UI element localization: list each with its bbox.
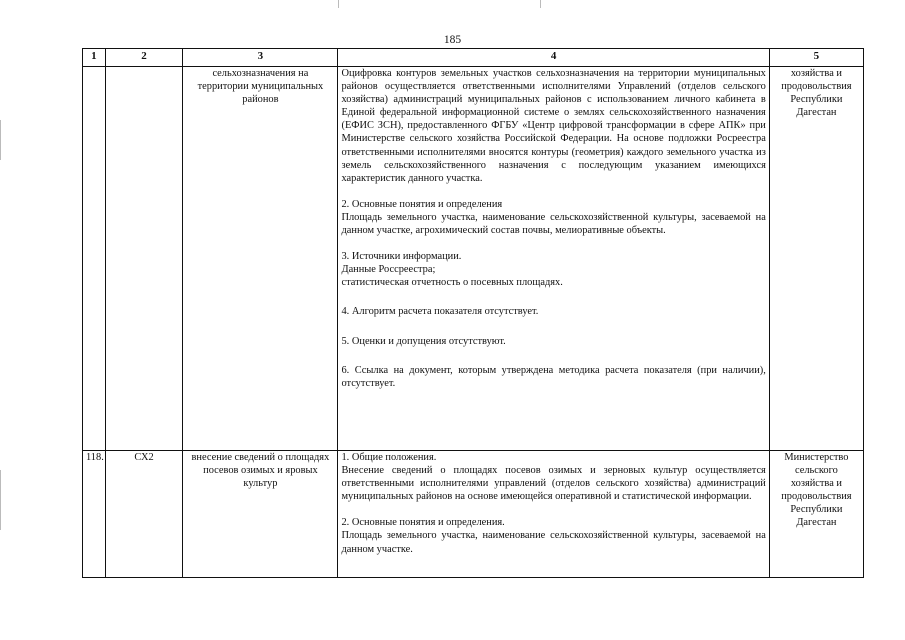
table-header-row xyxy=(83,49,864,67)
section-heading: 3. Источники информации. xyxy=(341,251,462,263)
table-row xyxy=(83,67,864,451)
description-paragraph: Внесение сведений о площадях посевов озимых и зерновых культур осуществляется ответственными исполнителями управлений (отделов сельского хозяйства) администраций муниципальных районов на основе имеющейся оперативной и статистической информации. xyxy=(341,465,766,503)
indicator-code xyxy=(105,67,183,451)
row-number xyxy=(83,67,106,451)
indicator-name: сельхозназначения на территории муниципальных районов xyxy=(183,67,338,451)
indicator-code: СХ2 xyxy=(105,451,183,578)
indicator-description xyxy=(338,451,769,578)
scan-edge-mark xyxy=(0,120,1,160)
section-heading: 5. Оценки и допущения отсутствуют. xyxy=(341,335,506,347)
column-header-3: 3 xyxy=(183,49,338,67)
row-number: 118. xyxy=(83,451,106,578)
responsible-body: хозяйства и продовольствия Республики Дагестан xyxy=(769,67,863,451)
description-paragraph: Площадь земельного участка, наименование сельскохозяйственной культуры, засеваемой на данном участке. xyxy=(341,530,766,555)
scan-edge-mark xyxy=(338,0,339,8)
description-paragraph: Данные Россреестра; xyxy=(341,264,436,276)
section-heading: 2. Основные понятия и определения. xyxy=(341,517,505,529)
description-paragraph: Площадь земельного участка, наименование сельскохозяйственной культуры, засеваемой на данном участке, агрохимический состав почвы, мелиоративные объекты. xyxy=(341,211,766,237)
column-header-2: 2 xyxy=(105,49,183,67)
scan-edge-mark xyxy=(0,470,1,530)
section-heading: 4. Алгоритм расчета показателя отсутствует. xyxy=(341,306,539,318)
scan-edge-mark xyxy=(540,0,541,8)
table-row xyxy=(83,451,864,578)
indicator-description xyxy=(338,67,769,451)
column-header-4: 4 xyxy=(338,49,769,67)
section-heading: 2. Основные понятия и определения xyxy=(341,198,503,210)
indicators-table xyxy=(82,48,864,578)
description-paragraph: Оцифровка контуров земельных участков сельхозназначения на территории муниципальных районов осуществляется ответственными исполнителями Управлений (отделов сельского хозяйства) администраций муниципальных районов с использованием личного кабинета в Единой федеральной информационной системе о землях сельскохозяйственного назначения (ЕФИС ЗСН), предоставленного ФГБУ «Центр цифровой трансформации в сфере АПК» при Министерстве сельского хозяйства Российской Федерации. На основе подложки Росреестра ответственными исполнителями вносятся контуры (геометрия) каждого земельного участка из земель сельскохозяйственного назначения с последующим указанием имеющихся характеристик данного участка. xyxy=(341,68,766,184)
column-header-5: 5 xyxy=(769,49,863,67)
indicator-name: внесение сведений о площадях посевов озимых и яровых культур xyxy=(183,451,338,578)
column-header-1: 1 xyxy=(83,49,106,67)
responsible-body: Министерство сельского хозяйства и продовольствия Республики Дагестан xyxy=(769,451,863,578)
section-heading: 1. Общие положения. xyxy=(341,452,437,463)
description-paragraph: статистическая отчетность о посевных площадях. xyxy=(341,277,563,289)
section-heading: 6. Ссылка на документ, которым утверждена методика расчета показателя (при наличии), отсутствует. xyxy=(341,364,766,389)
page-number: 185 xyxy=(443,34,462,46)
